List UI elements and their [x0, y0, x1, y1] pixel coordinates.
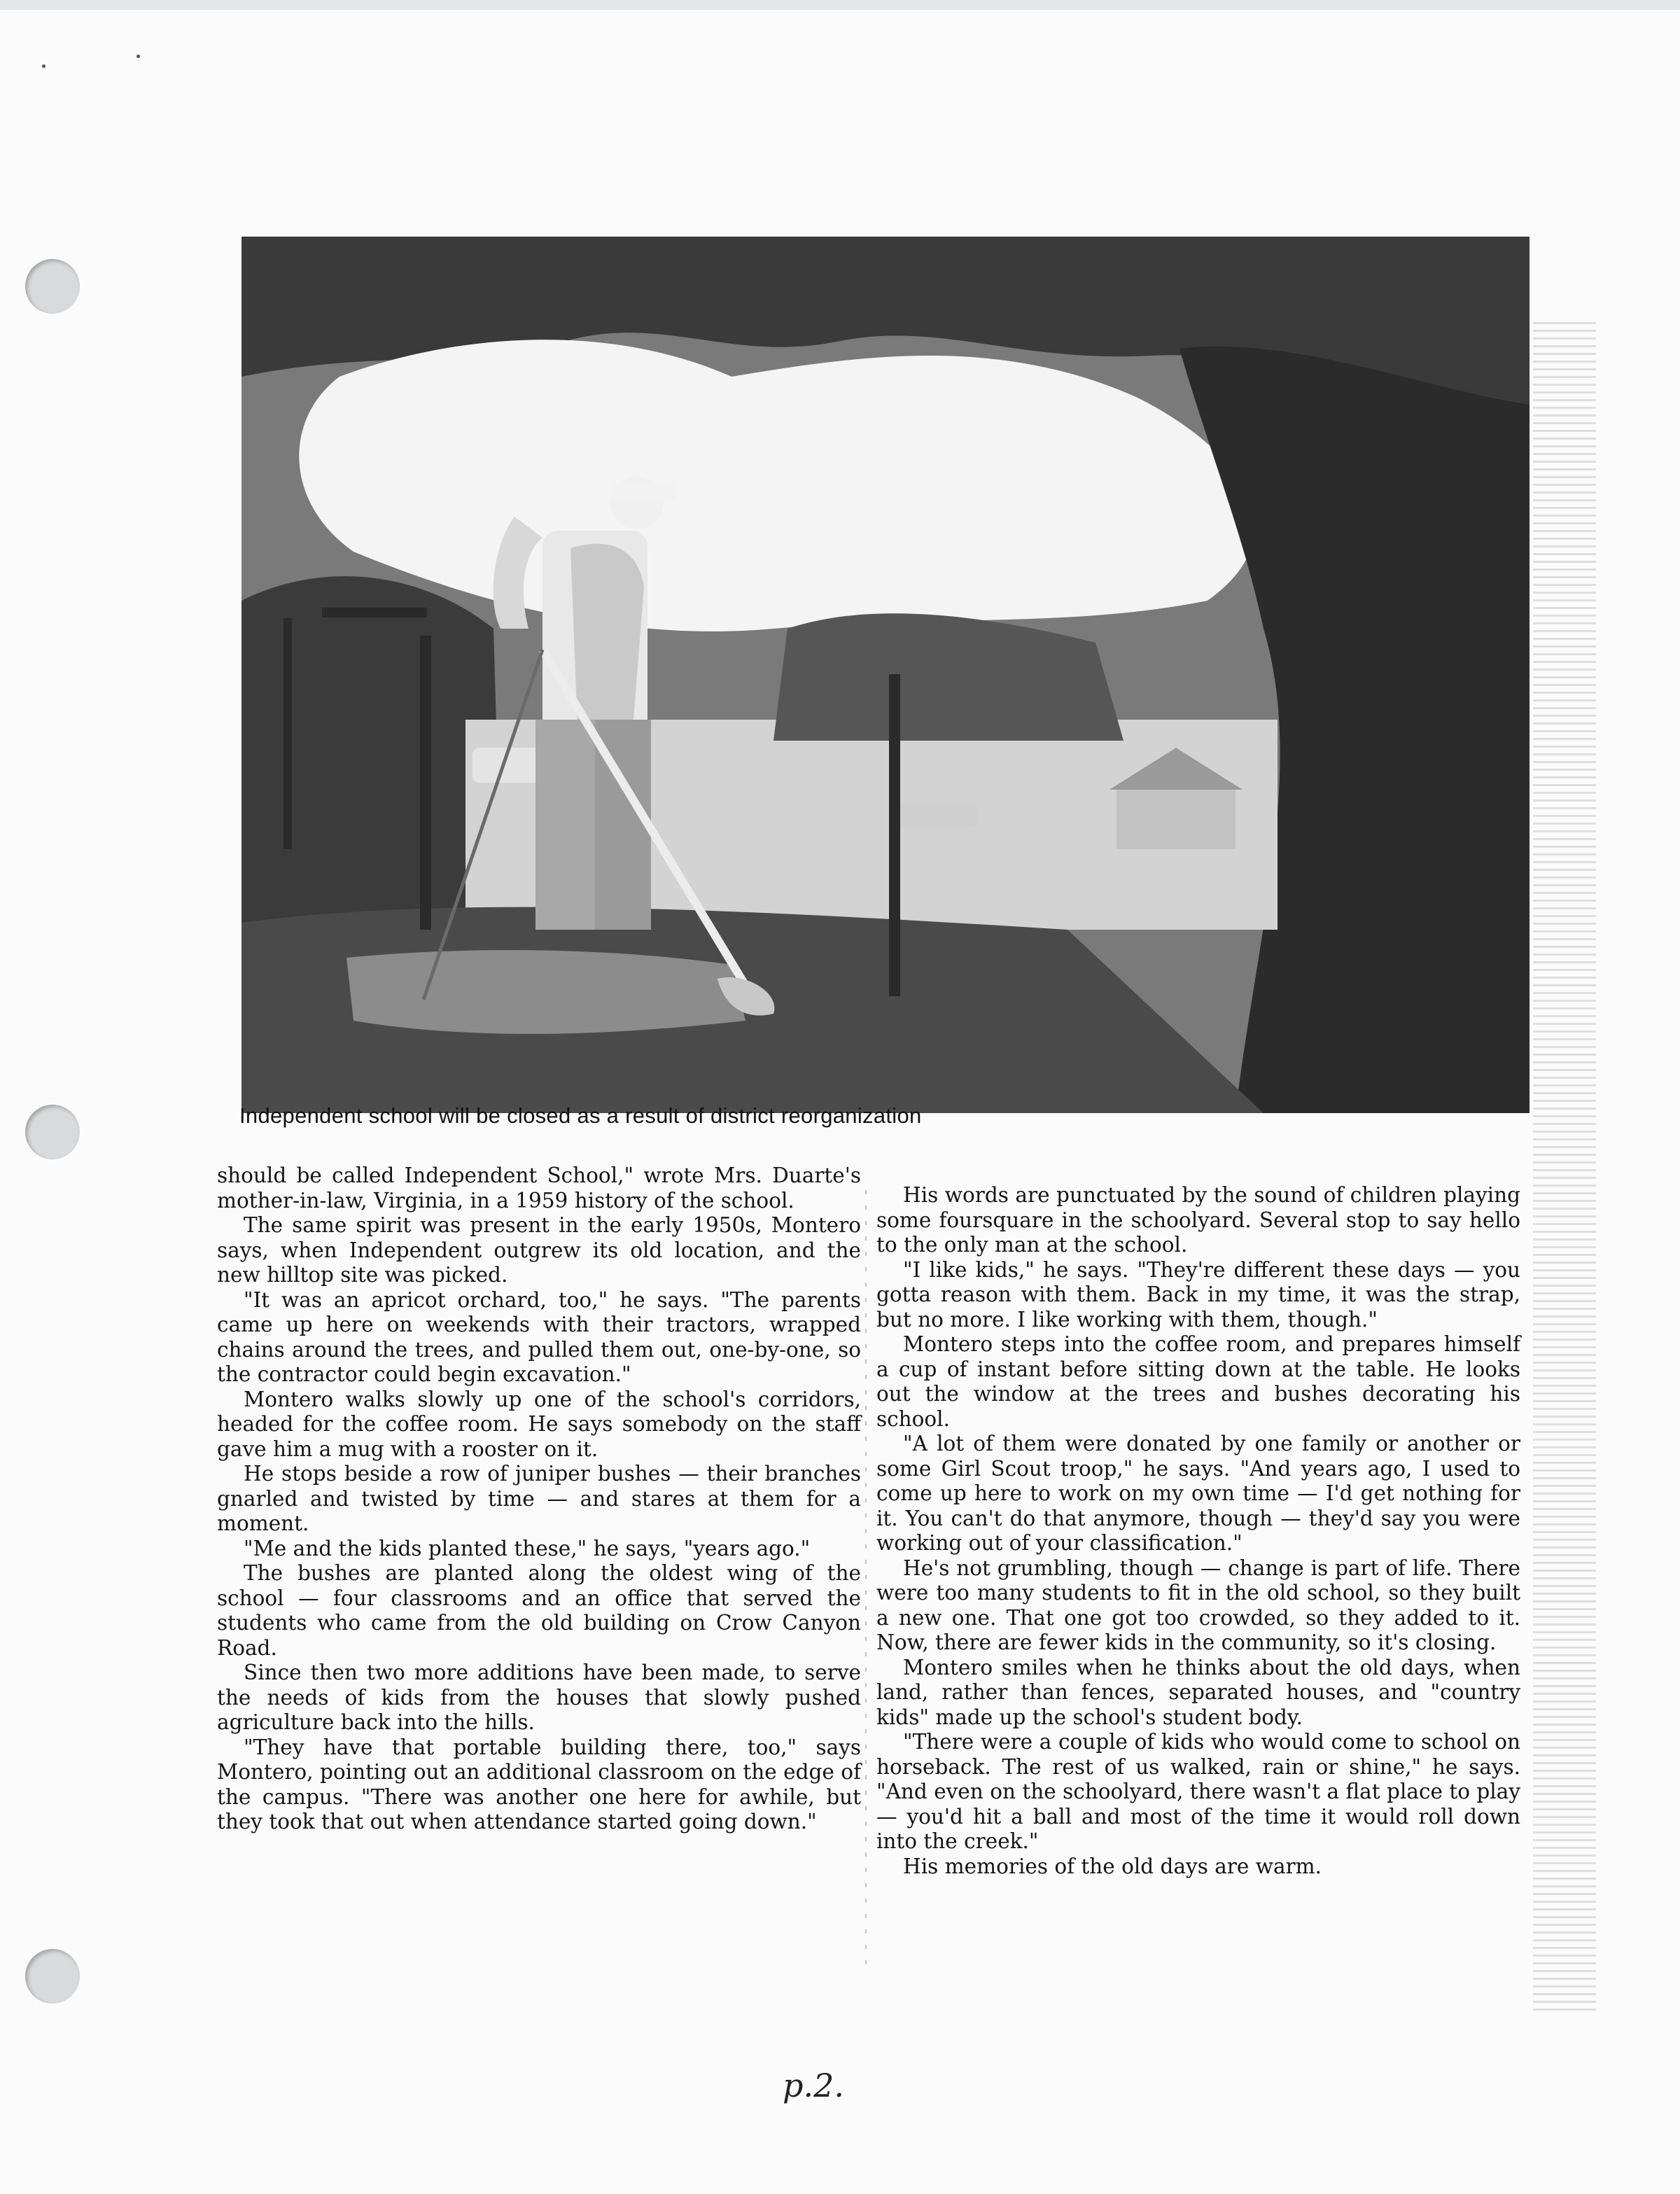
binder-hole-bottom [25, 1949, 80, 2004]
photo-caption: Independent school will be closed as a result of district reorganization [239, 1103, 922, 1128]
article-left-column [217, 1164, 861, 1835]
article-paragraph: Since then two more additions have been made, to serve the needs of kids from the houses that slowly pushed agriculture back into the hills. [217, 1661, 861, 1734]
photo-illustration [241, 237, 1530, 1113]
article-paragraph: He stops beside a row of juniper bushes — their branches gnarled and twisted by time — and stares at them for a moment. [217, 1462, 861, 1535]
scan-speck [136, 55, 140, 58]
article-paragraph: should be called Independent School," wrote Mrs. Duarte's mother-in-law, Virginia, in a 1959 history of the school. [217, 1164, 861, 1213]
scan-margin-noise [1533, 322, 1596, 2016]
newspaper-photo [241, 237, 1530, 1113]
article-paragraph: The bushes are planted along the oldest wing of the school — four classrooms and an office that served the students who came from the old building on Crow Canyon Road. [217, 1561, 861, 1660]
article-right-column [876, 1183, 1520, 1879]
binder-hole-middle [25, 1105, 80, 1159]
article-paragraph: Montero smiles when he thinks about the old days, when land, rather than fences, separated houses, and "country kids" made up the school's student body. [876, 1655, 1520, 1729]
article-paragraph: Montero walks slowly up one of the school's corridors, headed for the coffee room. He says somebody on the staff gave him a mug with a rooster on it. [217, 1387, 861, 1461]
binder-hole-top [25, 259, 80, 314]
handwritten-page-number: p.2. [783, 2067, 844, 2104]
article-paragraph: "I like kids," he says. "They're different these days — you gotta reason with them. Back in my time, it was the strap, but no more. I like working with them, though." [876, 1257, 1520, 1332]
article-paragraph: "They have that portable building there, too," says Montero, pointing out an additional classroom on the edge of the campus. "There was another one here for awhile, but they took that out when attendance started going down." [217, 1735, 861, 1833]
scan-top-edge [0, 0, 1680, 10]
article-paragraph: His memories of the old days are warm. [903, 1854, 1322, 1878]
article-paragraph: His words are punctuated by the sound of children playing some foursquare in the schoolyard. Several stop to say hello to the only man at the school. [876, 1183, 1520, 1257]
article-paragraph: "Me and the kids planted these," he says, "years ago." [244, 1536, 811, 1560]
article-paragraph: He's not grumbling, though — change is part of life. There were too many students to fit in the old school, so they built a new one. That one got too crowded, so they added to it. Now, there are fewer kids in the community, so it's closing. [876, 1556, 1520, 1654]
scan-speck [42, 64, 46, 68]
column-divider [865, 1190, 867, 1974]
article-paragraph: The same spirit was present in the early 1950s, Montero says, when Independent outgrew its old location, and the new hilltop site was picked. [217, 1213, 861, 1287]
article-paragraph: "It was an apricot orchard, too," he says. "The parents came up here on weekends with their tractors, wrapped chains around the trees, and pulled them out, one-by-one, so the contractor could begin excavation." [217, 1287, 861, 1386]
article-paragraph: "There were a couple of kids who would come to school on horseback. The rest of us walked, rain or shine," he says. "And even on the schoolyard, there wasn't a flat place to play — you'd hit a ball and most of the time it would roll down into the creek." [876, 1730, 1520, 1853]
article-paragraph: "A lot of them were donated by one family or another or some Girl Scout troop," he says. "And years ago, I used to come up here to work on my own time — I'd get nothing for it. You can't do that anymore, though — they'd say you were working out of your classification." [876, 1432, 1520, 1555]
article-paragraph: Montero steps into the coffee room, and prepares himself a cup of instant before sitting down at the table. He looks out the window at the trees and bushes decorating his school. [876, 1332, 1520, 1431]
